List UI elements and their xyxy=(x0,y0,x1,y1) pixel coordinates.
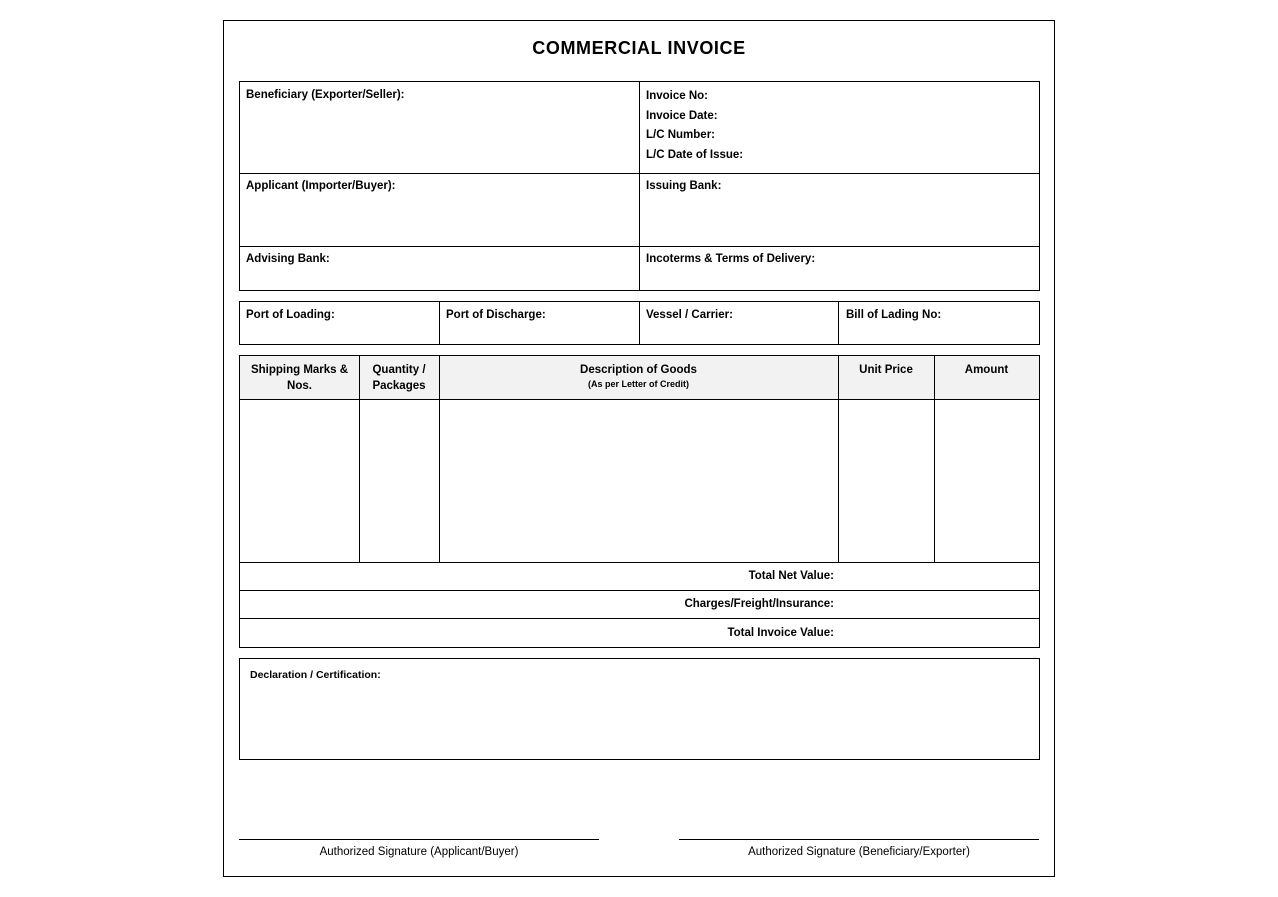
port-of-discharge-label: Port of Discharge: xyxy=(446,309,546,321)
lc-number-label: L/C Number: xyxy=(646,129,715,141)
th-shipping-marks: Shipping Marks & Nos. xyxy=(250,364,349,392)
beneficiary-signature-line: Authorized Signature (Beneficiary/Exporter) xyxy=(679,839,1039,858)
th-description-label: Description of Goods xyxy=(580,364,697,376)
total-net-row xyxy=(240,563,1039,591)
parties-section xyxy=(239,81,1040,291)
declaration-box xyxy=(239,658,1040,760)
vessel-label: Vessel / Carrier: xyxy=(646,309,733,321)
incoterms-label: Incoterms & Terms of Delivery: xyxy=(646,253,816,265)
th-description xyxy=(439,356,838,399)
totals-block xyxy=(240,562,1039,639)
invoice-page xyxy=(223,20,1055,877)
beneficiary-label: Beneficiary (Exporter/Seller): xyxy=(246,89,405,101)
shipping-section xyxy=(239,301,1040,345)
invoice-date-label: Invoice Date: xyxy=(646,109,718,122)
advising-bank-label: Advising Bank: xyxy=(246,253,330,265)
th-amount: Amount xyxy=(964,364,1009,376)
port-of-loading-label: Port of Loading: xyxy=(246,309,335,321)
parties-row-divider-2 xyxy=(240,246,1039,247)
th-unit-price: Unit Price xyxy=(859,364,913,376)
charges-label: Charges/Freight/Insurance: xyxy=(684,598,834,610)
declaration-label: Declaration / Certification: xyxy=(250,669,381,681)
shipping-divider-1 xyxy=(439,302,440,344)
applicant-label: Applicant (Importer/Buyer): xyxy=(246,180,396,192)
issuing-bank-label: Issuing Bank: xyxy=(646,180,722,192)
goods-table xyxy=(239,355,1040,648)
th-quantity: Quantity / Packages xyxy=(372,364,426,392)
parties-divider xyxy=(639,82,640,290)
invoice-details xyxy=(646,90,743,168)
th-description-note: (As per Letter of Credit) xyxy=(587,379,689,389)
shipping-divider-3 xyxy=(838,302,839,344)
lc-date-label: L/C Date of Issue: xyxy=(646,148,744,161)
total-invoice-label: Total Invoice Value: xyxy=(727,627,834,639)
total-invoice-row xyxy=(240,620,1039,648)
applicant-signature-line: Authorized Signature (Applicant/Buyer) xyxy=(239,839,599,858)
total-net-label: Total Net Value: xyxy=(748,570,834,582)
document-title: COMMERCIAL INVOICE xyxy=(532,38,746,58)
invoice-number-label: Invoice No: xyxy=(646,90,708,102)
bill-of-lading-label: Bill of Lading No: xyxy=(846,309,942,321)
parties-row-divider-1 xyxy=(240,173,1039,174)
shipping-divider-2 xyxy=(639,302,640,344)
charges-row xyxy=(240,591,1039,619)
